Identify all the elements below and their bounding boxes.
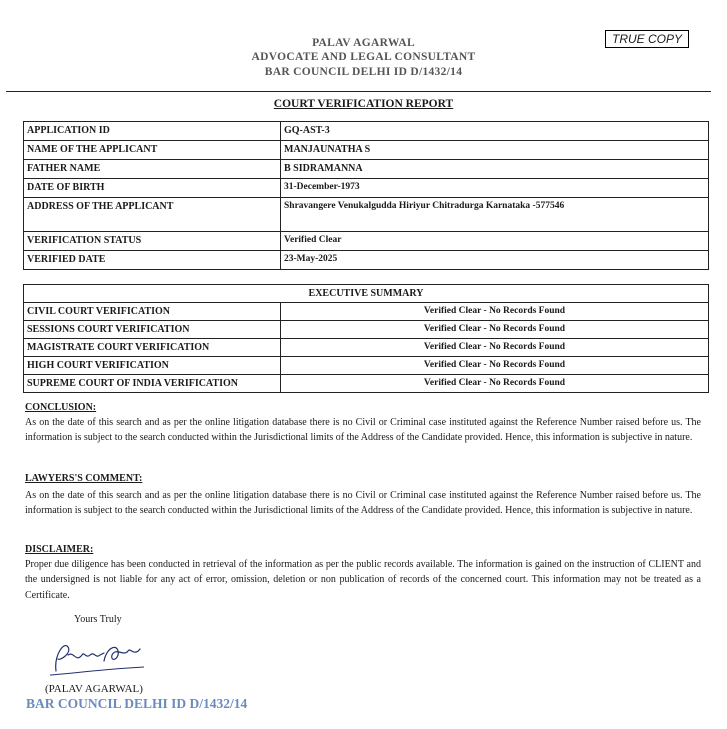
applicant-info-table xyxy=(23,121,709,270)
table-row xyxy=(24,122,709,141)
header-name: PALAV AGARWAL xyxy=(312,37,415,49)
disclaimer-text: Proper due diligence has been conducted in retrieval of the information as per the public records available. The information is gained on the instruction of CLIENT and the undersigned is not liable for any act of error, omission, deletion or non publication of records of the concerned court. This information may not be treated as a Certificate. xyxy=(25,559,701,601)
executive-summary-heading: EXECUTIVE SUMMARY xyxy=(24,285,709,303)
court-result: Verified Clear - No Records Found xyxy=(281,375,709,393)
header-divider xyxy=(6,91,711,92)
table-row xyxy=(24,198,709,232)
address-label: ADDRESS OF THE APPLICANT xyxy=(24,198,281,232)
signatory-name: (PALAV AGARWAL) xyxy=(45,683,143,695)
verification-status-value: Verified Clear xyxy=(281,232,709,251)
header-role: ADVOCATE AND LEGAL CONSULTANT xyxy=(251,51,476,63)
court-name: CIVIL COURT VERIFICATION xyxy=(24,303,281,321)
applicant-name-label: NAME OF THE APPLICANT xyxy=(24,141,281,160)
table-row xyxy=(24,232,709,251)
application-id-label: APPLICATION ID xyxy=(24,122,281,141)
court-result: Verified Clear - No Records Found xyxy=(281,339,709,357)
application-id-value: GQ-AST-3 xyxy=(281,122,709,141)
court-result: Verified Clear - No Records Found xyxy=(281,303,709,321)
true-copy-stamp: TRUE COPY xyxy=(605,30,689,48)
court-name: HIGH COURT VERIFICATION xyxy=(24,357,281,375)
court-result: Verified Clear - No Records Found xyxy=(281,321,709,339)
executive-summary-table xyxy=(23,284,709,393)
address-value: Shravangere Venukalgudda Hiriyur Chitradurga Karnataka -577546 xyxy=(281,198,709,232)
conclusion-text: As on the date of this search and as per the online litigation database there is no Civil or Criminal case instituted against the Reference Number raised before us. The information is subject to the search conducted within the Jurisdictional limits of the Address of the Candidate provided. Hence, this information is subjective in nature. xyxy=(25,417,701,444)
handwritten-signature xyxy=(46,633,146,686)
table-row xyxy=(24,160,709,179)
verified-date-label: VERIFIED DATE xyxy=(24,251,281,270)
table-row xyxy=(24,179,709,198)
court-name: SESSIONS COURT VERIFICATION xyxy=(24,321,281,339)
table-header-row xyxy=(24,285,709,303)
table-row xyxy=(24,375,709,393)
report-title: COURT VERIFICATION REPORT xyxy=(273,98,454,110)
lawyers-comment-heading: LAWYERS'S COMMENT: xyxy=(25,473,143,484)
court-result: Verified Clear - No Records Found xyxy=(281,357,709,375)
table-row xyxy=(24,357,709,375)
dob-label: DATE OF BIRTH xyxy=(24,179,281,198)
header-bar-id: BAR COUNCIL DELHI ID D/1432/14 xyxy=(264,66,463,78)
table-row xyxy=(24,321,709,339)
footer-bar-id: BAR COUNCIL DELHI ID D/1432/14 xyxy=(26,696,248,711)
conclusion-heading: CONCLUSION: xyxy=(25,402,97,413)
father-name-label: FATHER NAME xyxy=(24,160,281,179)
father-name-value: B SIDRAMANNA xyxy=(281,160,709,179)
verified-date-value: 23-May-2025 xyxy=(281,251,709,270)
table-row xyxy=(24,251,709,270)
table-row xyxy=(24,339,709,357)
court-name: SUPREME COURT OF INDIA VERIFICATION xyxy=(24,375,281,393)
court-name: MAGISTRATE COURT VERIFICATION xyxy=(24,339,281,357)
closing-text: Yours Truly xyxy=(74,614,122,625)
applicant-name-value: MANJAUNATHA S xyxy=(281,141,709,160)
disclaimer-heading: DISCLAIMER: xyxy=(25,544,94,555)
table-row xyxy=(24,141,709,160)
lawyers-comment-text: As on the date of this search and as per the online litigation database there is no Civil or Criminal case instituted against the Reference Number raised before us. The information is subject to the search conducted within the Jurisdictional limits of the Address of the Candidate provided. Hence, this information is subjective in nature. xyxy=(25,490,701,517)
table-row xyxy=(24,303,709,321)
dob-value: 31-December-1973 xyxy=(281,179,709,198)
verification-status-label: VERIFICATION STATUS xyxy=(24,232,281,251)
